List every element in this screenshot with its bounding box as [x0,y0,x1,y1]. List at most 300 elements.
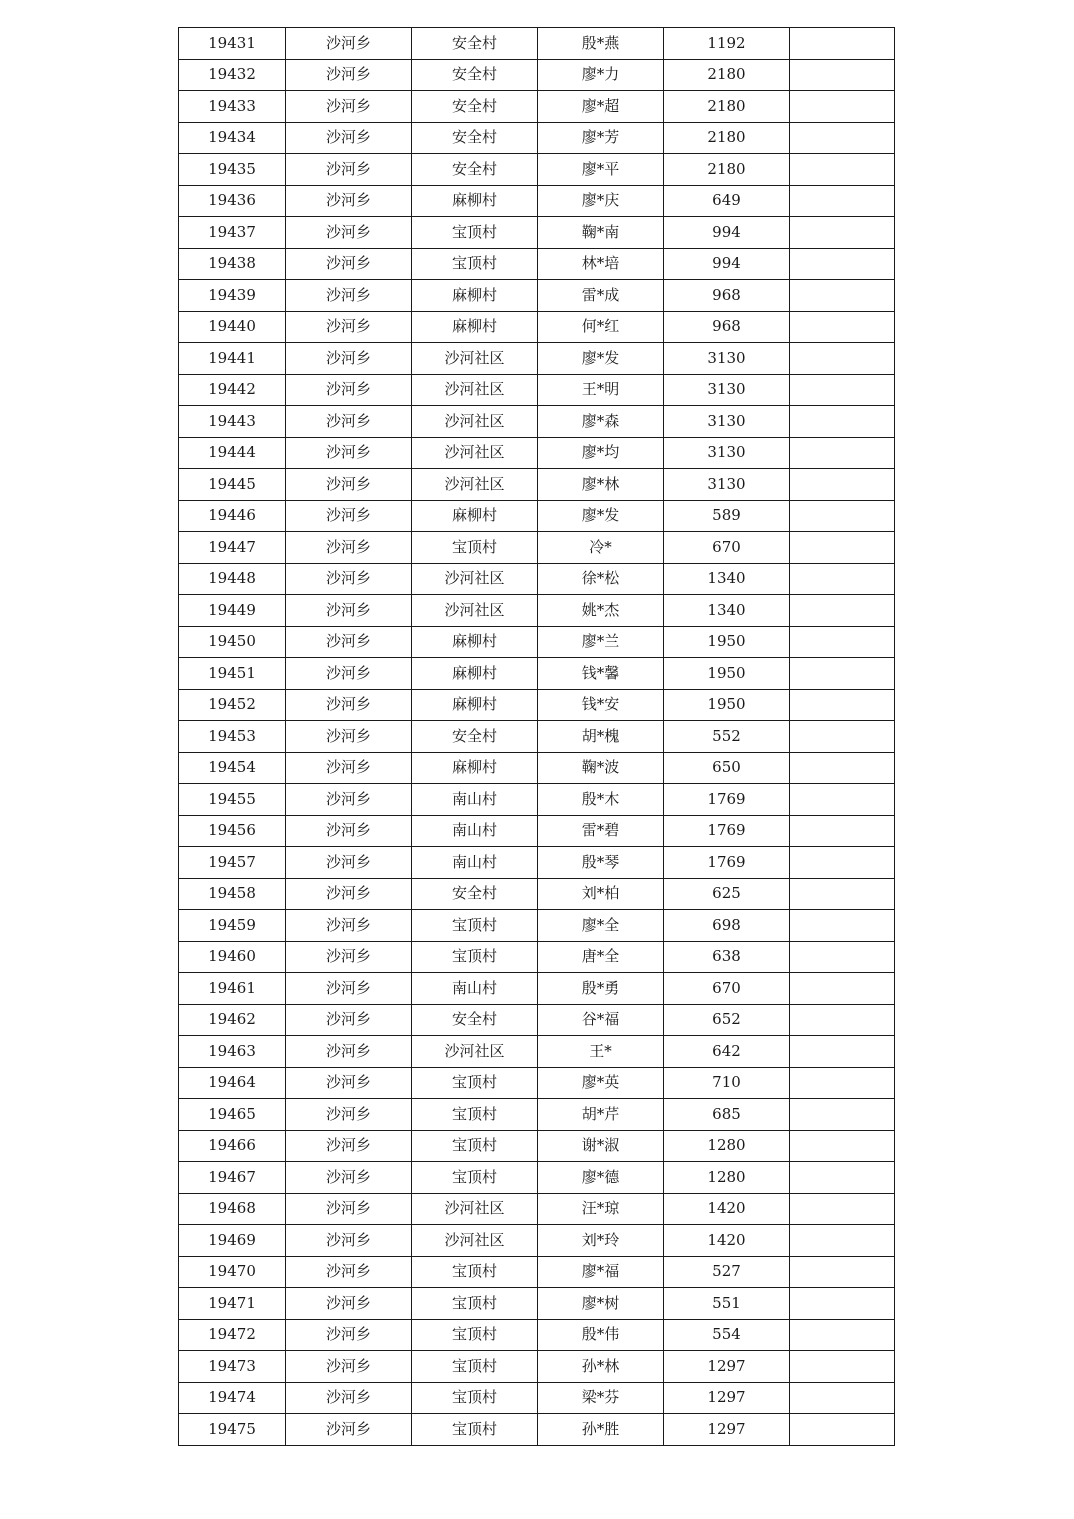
note-cell [790,689,895,721]
note-cell [790,1319,895,1351]
town-cell: 沙河乡 [286,91,412,123]
note-cell [790,1256,895,1288]
record-id-cell: 19468 [179,1193,286,1225]
record-id-cell: 19474 [179,1382,286,1414]
village-cell: 沙河社区 [412,595,538,627]
table-row [179,1256,895,1288]
amount-cell: 3130 [664,343,790,375]
note-cell [790,1225,895,1257]
name-cell: 殷*琴 [538,847,664,879]
name-cell: 钱*馨 [538,658,664,690]
amount-cell: 1297 [664,1382,790,1414]
note-cell [790,941,895,973]
note-cell [790,91,895,123]
village-cell: 安全村 [412,878,538,910]
table-row [179,311,895,343]
town-cell: 沙河乡 [286,689,412,721]
amount-cell: 968 [664,311,790,343]
note-cell [790,1288,895,1320]
record-id-cell: 19461 [179,973,286,1005]
record-id-cell: 19442 [179,374,286,406]
ledger-table [178,27,895,1446]
town-cell: 沙河乡 [286,217,412,249]
record-id-cell: 19471 [179,1288,286,1320]
village-cell: 宝顶村 [412,248,538,280]
table-row [179,280,895,312]
ledger-body [179,28,895,1446]
name-cell: 唐*全 [538,941,664,973]
amount-cell: 1950 [664,658,790,690]
note-cell [790,122,895,154]
record-id-cell: 19454 [179,752,286,784]
name-cell: 何*红 [538,311,664,343]
name-cell: 殷*木 [538,784,664,816]
town-cell: 沙河乡 [286,1288,412,1320]
amount-cell: 2180 [664,122,790,154]
record-id-cell: 19443 [179,406,286,438]
record-id-cell: 19465 [179,1099,286,1131]
note-cell [790,1036,895,1068]
amount-cell: 650 [664,752,790,784]
note-cell [790,406,895,438]
record-id-cell: 19436 [179,185,286,217]
village-cell: 麻柳村 [412,626,538,658]
town-cell: 沙河乡 [286,595,412,627]
note-cell [790,973,895,1005]
town-cell: 沙河乡 [286,752,412,784]
table-row [179,185,895,217]
name-cell: 刘*玲 [538,1225,664,1257]
name-cell: 廖*德 [538,1162,664,1194]
name-cell: 殷*伟 [538,1319,664,1351]
amount-cell: 685 [664,1099,790,1131]
name-cell: 廖*平 [538,154,664,186]
table-row [179,626,895,658]
town-cell: 沙河乡 [286,248,412,280]
amount-cell: 1420 [664,1193,790,1225]
table-row [179,1067,895,1099]
town-cell: 沙河乡 [286,910,412,942]
village-cell: 安全村 [412,122,538,154]
town-cell: 沙河乡 [286,437,412,469]
table-row [179,1036,895,1068]
amount-cell: 1192 [664,28,790,60]
village-cell: 南山村 [412,973,538,1005]
amount-cell: 3130 [664,469,790,501]
amount-cell: 1340 [664,595,790,627]
record-id-cell: 19450 [179,626,286,658]
village-cell: 宝顶村 [412,941,538,973]
village-cell: 宝顶村 [412,1162,538,1194]
amount-cell: 1297 [664,1351,790,1383]
name-cell: 廖*兰 [538,626,664,658]
village-cell: 宝顶村 [412,217,538,249]
note-cell [790,1193,895,1225]
village-cell: 宝顶村 [412,1319,538,1351]
note-cell [790,1414,895,1446]
note-cell [790,343,895,375]
note-cell [790,248,895,280]
amount-cell: 638 [664,941,790,973]
name-cell: 冷* [538,532,664,564]
table-row [179,878,895,910]
amount-cell: 3130 [664,437,790,469]
table-row [179,1319,895,1351]
name-cell: 林*培 [538,248,664,280]
amount-cell: 1420 [664,1225,790,1257]
village-cell: 沙河社区 [412,469,538,501]
amount-cell: 1769 [664,847,790,879]
table-row [179,343,895,375]
village-cell: 沙河社区 [412,1193,538,1225]
amount-cell: 554 [664,1319,790,1351]
village-cell: 麻柳村 [412,752,538,784]
name-cell: 钱*安 [538,689,664,721]
name-cell: 殷*燕 [538,28,664,60]
town-cell: 沙河乡 [286,280,412,312]
note-cell [790,500,895,532]
name-cell: 王* [538,1036,664,1068]
record-id-cell: 19459 [179,910,286,942]
amount-cell: 1950 [664,689,790,721]
amount-cell: 552 [664,721,790,753]
record-id-cell: 19437 [179,217,286,249]
amount-cell: 698 [664,910,790,942]
amount-cell: 551 [664,1288,790,1320]
town-cell: 沙河乡 [286,343,412,375]
record-id-cell: 19440 [179,311,286,343]
table-row [179,595,895,627]
town-cell: 沙河乡 [286,1193,412,1225]
town-cell: 沙河乡 [286,1130,412,1162]
note-cell [790,721,895,753]
record-id-cell: 19448 [179,563,286,595]
town-cell: 沙河乡 [286,1067,412,1099]
town-cell: 沙河乡 [286,1162,412,1194]
village-cell: 宝顶村 [412,1130,538,1162]
table-row [179,1351,895,1383]
name-cell: 孙*胜 [538,1414,664,1446]
table-row [179,563,895,595]
amount-cell: 2180 [664,154,790,186]
village-cell: 南山村 [412,784,538,816]
village-cell: 安全村 [412,28,538,60]
amount-cell: 1340 [664,563,790,595]
name-cell: 廖*发 [538,500,664,532]
town-cell: 沙河乡 [286,878,412,910]
record-id-cell: 19457 [179,847,286,879]
village-cell: 宝顶村 [412,1414,538,1446]
town-cell: 沙河乡 [286,1351,412,1383]
amount-cell: 589 [664,500,790,532]
village-cell: 宝顶村 [412,1382,538,1414]
amount-cell: 1280 [664,1162,790,1194]
village-cell: 安全村 [412,91,538,123]
amount-cell: 649 [664,185,790,217]
village-cell: 沙河社区 [412,1036,538,1068]
name-cell: 廖*均 [538,437,664,469]
name-cell: 廖*英 [538,1067,664,1099]
village-cell: 南山村 [412,815,538,847]
name-cell: 梁*芬 [538,1382,664,1414]
name-cell: 鞠*南 [538,217,664,249]
village-cell: 沙河社区 [412,563,538,595]
name-cell: 徐*松 [538,563,664,595]
town-cell: 沙河乡 [286,28,412,60]
amount-cell: 2180 [664,59,790,91]
note-cell [790,878,895,910]
record-id-cell: 19463 [179,1036,286,1068]
amount-cell: 642 [664,1036,790,1068]
record-id-cell: 19453 [179,721,286,753]
table-row [179,1162,895,1194]
town-cell: 沙河乡 [286,185,412,217]
name-cell: 雷*成 [538,280,664,312]
village-cell: 沙河社区 [412,1225,538,1257]
village-cell: 宝顶村 [412,532,538,564]
note-cell [790,154,895,186]
amount-cell: 3130 [664,406,790,438]
town-cell: 沙河乡 [286,532,412,564]
table-row [179,721,895,753]
village-cell: 沙河社区 [412,343,538,375]
record-id-cell: 19444 [179,437,286,469]
town-cell: 沙河乡 [286,626,412,658]
village-cell: 沙河社区 [412,374,538,406]
table-row [179,689,895,721]
town-cell: 沙河乡 [286,658,412,690]
record-id-cell: 19458 [179,878,286,910]
table-row [179,406,895,438]
note-cell [790,28,895,60]
town-cell: 沙河乡 [286,1225,412,1257]
village-cell: 麻柳村 [412,185,538,217]
amount-cell: 1297 [664,1414,790,1446]
amount-cell: 652 [664,1004,790,1036]
village-cell: 沙河社区 [412,406,538,438]
record-id-cell: 19456 [179,815,286,847]
amount-cell: 527 [664,1256,790,1288]
village-cell: 宝顶村 [412,1067,538,1099]
name-cell: 雷*碧 [538,815,664,847]
town-cell: 沙河乡 [286,1414,412,1446]
record-id-cell: 19441 [179,343,286,375]
record-id-cell: 19469 [179,1225,286,1257]
village-cell: 安全村 [412,154,538,186]
village-cell: 沙河社区 [412,437,538,469]
note-cell [790,59,895,91]
note-cell [790,626,895,658]
village-cell: 麻柳村 [412,689,538,721]
note-cell [790,815,895,847]
town-cell: 沙河乡 [286,1004,412,1036]
note-cell [790,185,895,217]
name-cell: 廖*树 [538,1288,664,1320]
amount-cell: 670 [664,973,790,1005]
town-cell: 沙河乡 [286,374,412,406]
village-cell: 麻柳村 [412,500,538,532]
name-cell: 廖*力 [538,59,664,91]
table-row [179,1225,895,1257]
amount-cell: 1769 [664,784,790,816]
town-cell: 沙河乡 [286,1256,412,1288]
amount-cell: 994 [664,248,790,280]
record-id-cell: 19464 [179,1067,286,1099]
table-row [179,1288,895,1320]
name-cell: 殷*勇 [538,973,664,1005]
name-cell: 鞠*波 [538,752,664,784]
amount-cell: 625 [664,878,790,910]
town-cell: 沙河乡 [286,154,412,186]
note-cell [790,1099,895,1131]
town-cell: 沙河乡 [286,941,412,973]
name-cell: 廖*庆 [538,185,664,217]
town-cell: 沙河乡 [286,59,412,91]
town-cell: 沙河乡 [286,311,412,343]
name-cell: 胡*槐 [538,721,664,753]
table-row [179,248,895,280]
name-cell: 廖*全 [538,910,664,942]
table-row [179,217,895,249]
note-cell [790,1382,895,1414]
town-cell: 沙河乡 [286,406,412,438]
table-row [179,500,895,532]
amount-cell: 1769 [664,815,790,847]
note-cell [790,280,895,312]
note-cell [790,1162,895,1194]
table-row [179,1414,895,1446]
amount-cell: 3130 [664,374,790,406]
record-id-cell: 19435 [179,154,286,186]
note-cell [790,910,895,942]
amount-cell: 710 [664,1067,790,1099]
record-id-cell: 19472 [179,1319,286,1351]
table-row [179,437,895,469]
note-cell [790,532,895,564]
village-cell: 宝顶村 [412,1351,538,1383]
name-cell: 刘*柏 [538,878,664,910]
record-id-cell: 19434 [179,122,286,154]
town-cell: 沙河乡 [286,469,412,501]
table-row [179,374,895,406]
name-cell: 廖*芳 [538,122,664,154]
town-cell: 沙河乡 [286,1382,412,1414]
note-cell [790,752,895,784]
record-id-cell: 19462 [179,1004,286,1036]
town-cell: 沙河乡 [286,500,412,532]
record-id-cell: 19447 [179,532,286,564]
table-row [179,815,895,847]
note-cell [790,469,895,501]
table-row [179,1130,895,1162]
amount-cell: 1950 [664,626,790,658]
village-cell: 宝顶村 [412,1256,538,1288]
note-cell [790,1004,895,1036]
record-id-cell: 19473 [179,1351,286,1383]
table-row [179,973,895,1005]
note-cell [790,595,895,627]
name-cell: 王*明 [538,374,664,406]
village-cell: 安全村 [412,721,538,753]
village-cell: 安全村 [412,59,538,91]
table-row [179,1099,895,1131]
amount-cell: 670 [664,532,790,564]
name-cell: 姚*杰 [538,595,664,627]
amount-cell: 1280 [664,1130,790,1162]
table-row [179,784,895,816]
record-id-cell: 19446 [179,500,286,532]
record-id-cell: 19445 [179,469,286,501]
town-cell: 沙河乡 [286,1099,412,1131]
village-cell: 南山村 [412,847,538,879]
village-cell: 麻柳村 [412,311,538,343]
table-row [179,941,895,973]
table-row [179,122,895,154]
name-cell: 孙*林 [538,1351,664,1383]
table-row [179,1004,895,1036]
village-cell: 宝顶村 [412,1288,538,1320]
table-row [179,59,895,91]
record-id-cell: 19452 [179,689,286,721]
record-id-cell: 19451 [179,658,286,690]
amount-cell: 2180 [664,91,790,123]
name-cell: 汪*琼 [538,1193,664,1225]
name-cell: 谢*淑 [538,1130,664,1162]
record-id-cell: 19466 [179,1130,286,1162]
table-row [179,658,895,690]
name-cell: 廖*福 [538,1256,664,1288]
note-cell [790,374,895,406]
table-row [179,532,895,564]
town-cell: 沙河乡 [286,721,412,753]
table-row [179,91,895,123]
record-id-cell: 19438 [179,248,286,280]
note-cell [790,311,895,343]
table-row [179,1193,895,1225]
note-cell [790,1351,895,1383]
note-cell [790,847,895,879]
town-cell: 沙河乡 [286,973,412,1005]
town-cell: 沙河乡 [286,563,412,595]
record-id-cell: 19433 [179,91,286,123]
town-cell: 沙河乡 [286,1036,412,1068]
amount-cell: 994 [664,217,790,249]
record-id-cell: 19460 [179,941,286,973]
table-row [179,469,895,501]
note-cell [790,437,895,469]
record-id-cell: 19449 [179,595,286,627]
name-cell: 廖*超 [538,91,664,123]
note-cell [790,217,895,249]
table-row [179,28,895,60]
town-cell: 沙河乡 [286,122,412,154]
village-cell: 麻柳村 [412,280,538,312]
name-cell: 廖*发 [538,343,664,375]
name-cell: 谷*福 [538,1004,664,1036]
name-cell: 廖*森 [538,406,664,438]
record-id-cell: 19432 [179,59,286,91]
record-id-cell: 19475 [179,1414,286,1446]
name-cell: 胡*芹 [538,1099,664,1131]
record-id-cell: 19455 [179,784,286,816]
record-id-cell: 19470 [179,1256,286,1288]
town-cell: 沙河乡 [286,815,412,847]
village-cell: 安全村 [412,1004,538,1036]
amount-cell: 968 [664,280,790,312]
table-row [179,752,895,784]
note-cell [790,1067,895,1099]
name-cell: 廖*林 [538,469,664,501]
